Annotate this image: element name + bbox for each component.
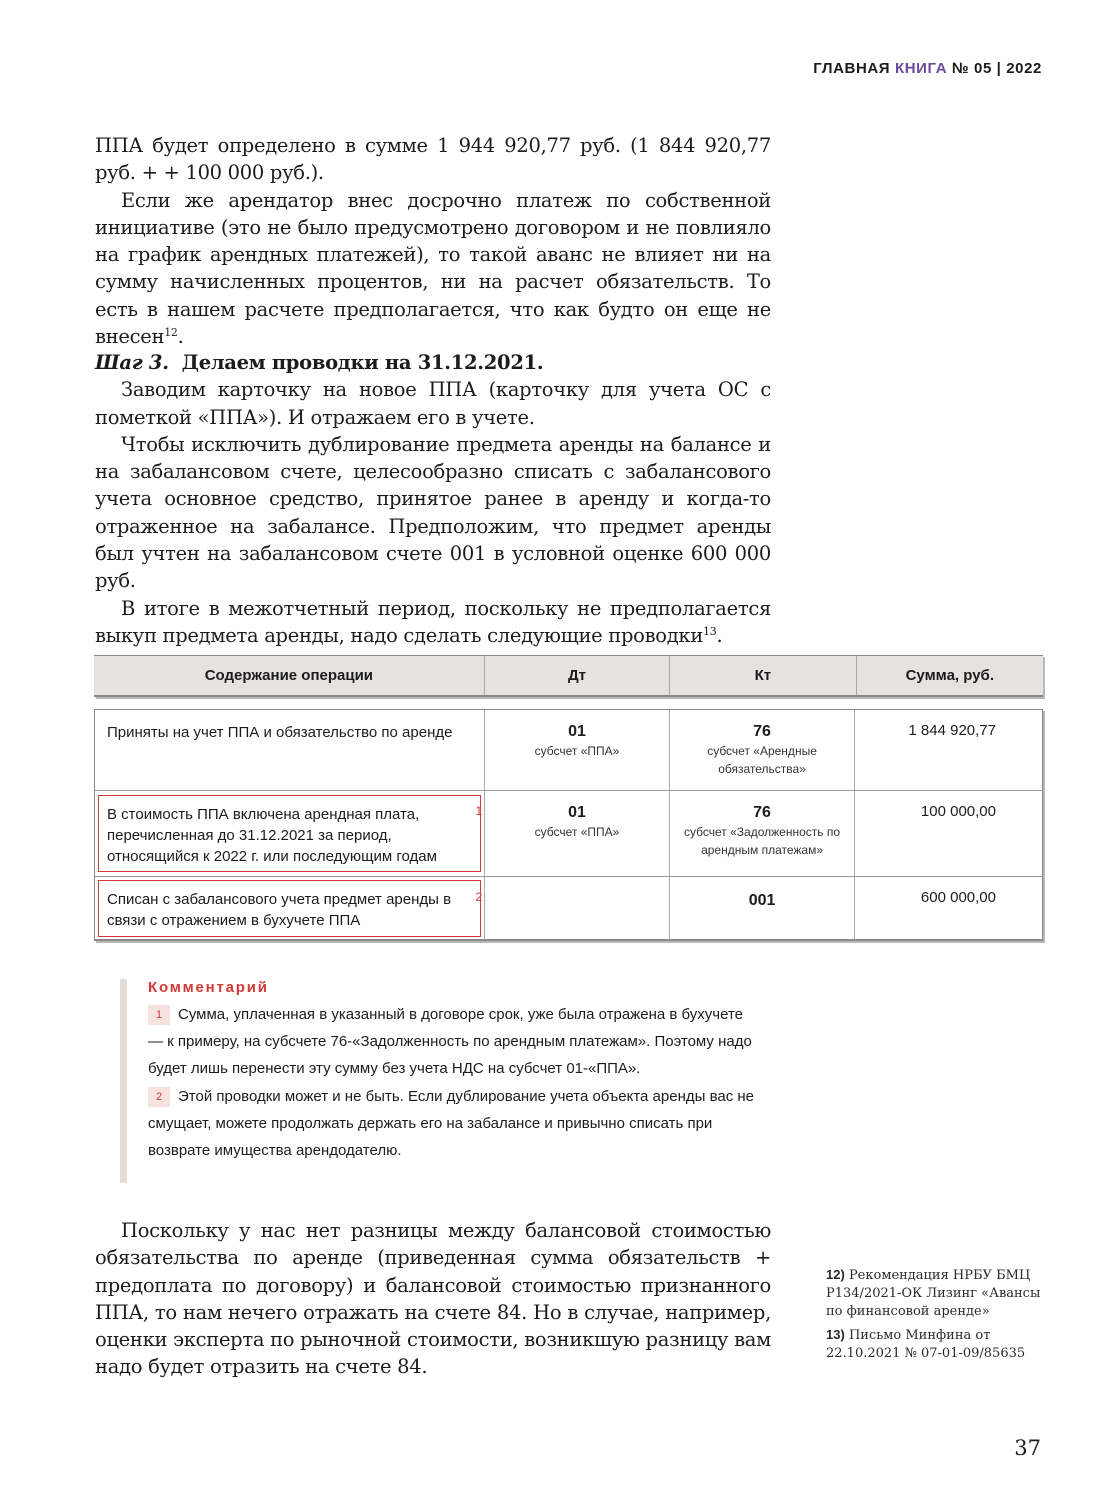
footnote-12: 12) Рекомендация НРБУ БМЦ Р134/2021-ОК Лизинг «Авансы по финансовой аренде»: [826, 1267, 1041, 1320]
step3-heading: Шаг 3. Делаем проводки на 31.12.2021.: [95, 351, 544, 374]
col-header-credit: Кт: [670, 656, 856, 695]
operation-cell: В стоимость ППА включена арендная плата, перечисленная до 31.12.2021 за период, относящийся к 2022 г. или последующим годам 1: [95, 791, 485, 876]
step3-section: [95, 349, 771, 649]
comment-item-1: 1 Сумма, уплаченная в указанный в договоре срок, уже была отражена в бухучете — к примеру, на субсчете 76-«Задолженность по арендным платежам». Поэтому надо будет лишь перенести эту сумму без учета НДС на субсчет 01-«ППА».: [148, 1006, 752, 1078]
comment-block: [120, 979, 760, 1183]
col-header-operation: Содержание операции: [94, 656, 485, 695]
intro-text: [95, 132, 771, 350]
table-header: [94, 655, 1043, 697]
operation-cell: Приняты на учет ППА и обязательство по аренде: [95, 710, 485, 790]
footnote-ref-13[interactable]: 13: [703, 624, 717, 638]
header-issue: № 05 | 2022: [951, 60, 1042, 77]
credit-cell: 76 субсчет «Арендные обязательства»: [670, 710, 856, 790]
comment-badge-2: 2: [148, 1087, 170, 1107]
footnotes: [826, 1266, 1056, 1367]
step3-paragraph-3: В итоге в межотчетный период, поскольку не предполагается выкуп предмета аренды, надо сделать следующие проводки$^{13}$.: [95, 596, 771, 647]
running-header: [813, 60, 1042, 77]
step3-paragraph-2: Чтобы исключить дублирование предмета аренды на балансе и на забалансовом счете, целесообразно списать с забалансового учета основное средство, принятое ранее в аренду и когда-то отраженное на забалансе. Предположим, что предмет аренды был учтен на забалансовом счете 001 в условной оценке 600 000 руб.: [95, 432, 771, 593]
highlight-box-1: [98, 795, 481, 872]
conclusion-paragraph: Поскольку у нас нет разницы между балансовой стоимостью обязательства по аренде (приведенная сумма обязательств + предоплата по договору) и балансовой стоимостью признанного ППА, то нам нечего отражать на счете 84. Но в случае, например, оценки эксперта по рыночной стоимости, возникшую разницу вам надо будет отразить на счете 84.: [95, 1219, 771, 1379]
debit-cell: 01 субсчет «ППА»: [485, 791, 670, 876]
amount-cell: 600 000,00: [920, 889, 996, 906]
debit-cell: 01 субсчет «ППА»: [485, 710, 670, 790]
table-row: [95, 877, 1042, 939]
table-row: [95, 710, 1042, 791]
operation-cell: Списан с забалансового учета предмет аренды в связи с отражением в бухучете ППА 2: [95, 877, 485, 939]
credit-cell: 76 субсчет «Задолженность по арендным платежам»: [670, 791, 856, 876]
intro-paragraph-2: Если же арендатор внес досрочно платеж по собственной инициативе (это не было предусмотрено договором и не повлияло на график арендных платежей), то такой аванс не влияет ни на сумму начисленных процентов, ни на расчет обязательств. То есть в нашем расчете предполагается, что как будто он еще не внесен$^{12}$.: [95, 188, 771, 349]
debit-cell: [485, 877, 670, 939]
amount-cell: 1 844 920,77: [908, 722, 996, 739]
intro-paragraph-1: ППА будет определено в сумме 1 944 920,77 руб. (1 844 920,77 руб. + + 100 000 руб.).: [95, 134, 771, 185]
comment-marker-1[interactable]: 1: [475, 804, 483, 818]
step3-paragraph-1: Заводим карточку на новое ППА (карточку для учета ОС с пометкой «ППА»). И отражаем его в учете.: [95, 378, 771, 429]
amount-cell: 100 000,00: [920, 803, 996, 820]
header-title-accent: КНИГА: [894, 60, 948, 77]
conclusion-text: [95, 1217, 771, 1381]
col-header-amount: Сумма, руб.: [905, 667, 994, 684]
page-number: 37: [1014, 1436, 1041, 1460]
credit-cell: 001: [670, 877, 856, 939]
highlight-box-2: [98, 880, 481, 937]
entries-table: [94, 655, 1043, 941]
footnote-ref-12[interactable]: 12: [164, 326, 178, 340]
table-row: [95, 791, 1042, 877]
footnote-13: 13) Письмо Минфина от 22.10.2021 № 07-01-09/85635: [826, 1326, 1026, 1361]
comment-marker-2[interactable]: 2: [475, 890, 483, 904]
col-header-debit: Дт: [485, 656, 670, 695]
comment-badge-1: 1: [148, 1005, 170, 1025]
table-body: [94, 709, 1043, 941]
header-title: ГЛАВНАЯ: [813, 60, 891, 77]
comment-item-2: 2 Этой проводки может и не быть. Если дублирование учета объекта аренды вас не смущает, можете продолжать держать его на забалансе и привычно списать при возврате имущества арендодателю.: [148, 1087, 755, 1160]
comment-title: Комментарий: [148, 979, 269, 996]
